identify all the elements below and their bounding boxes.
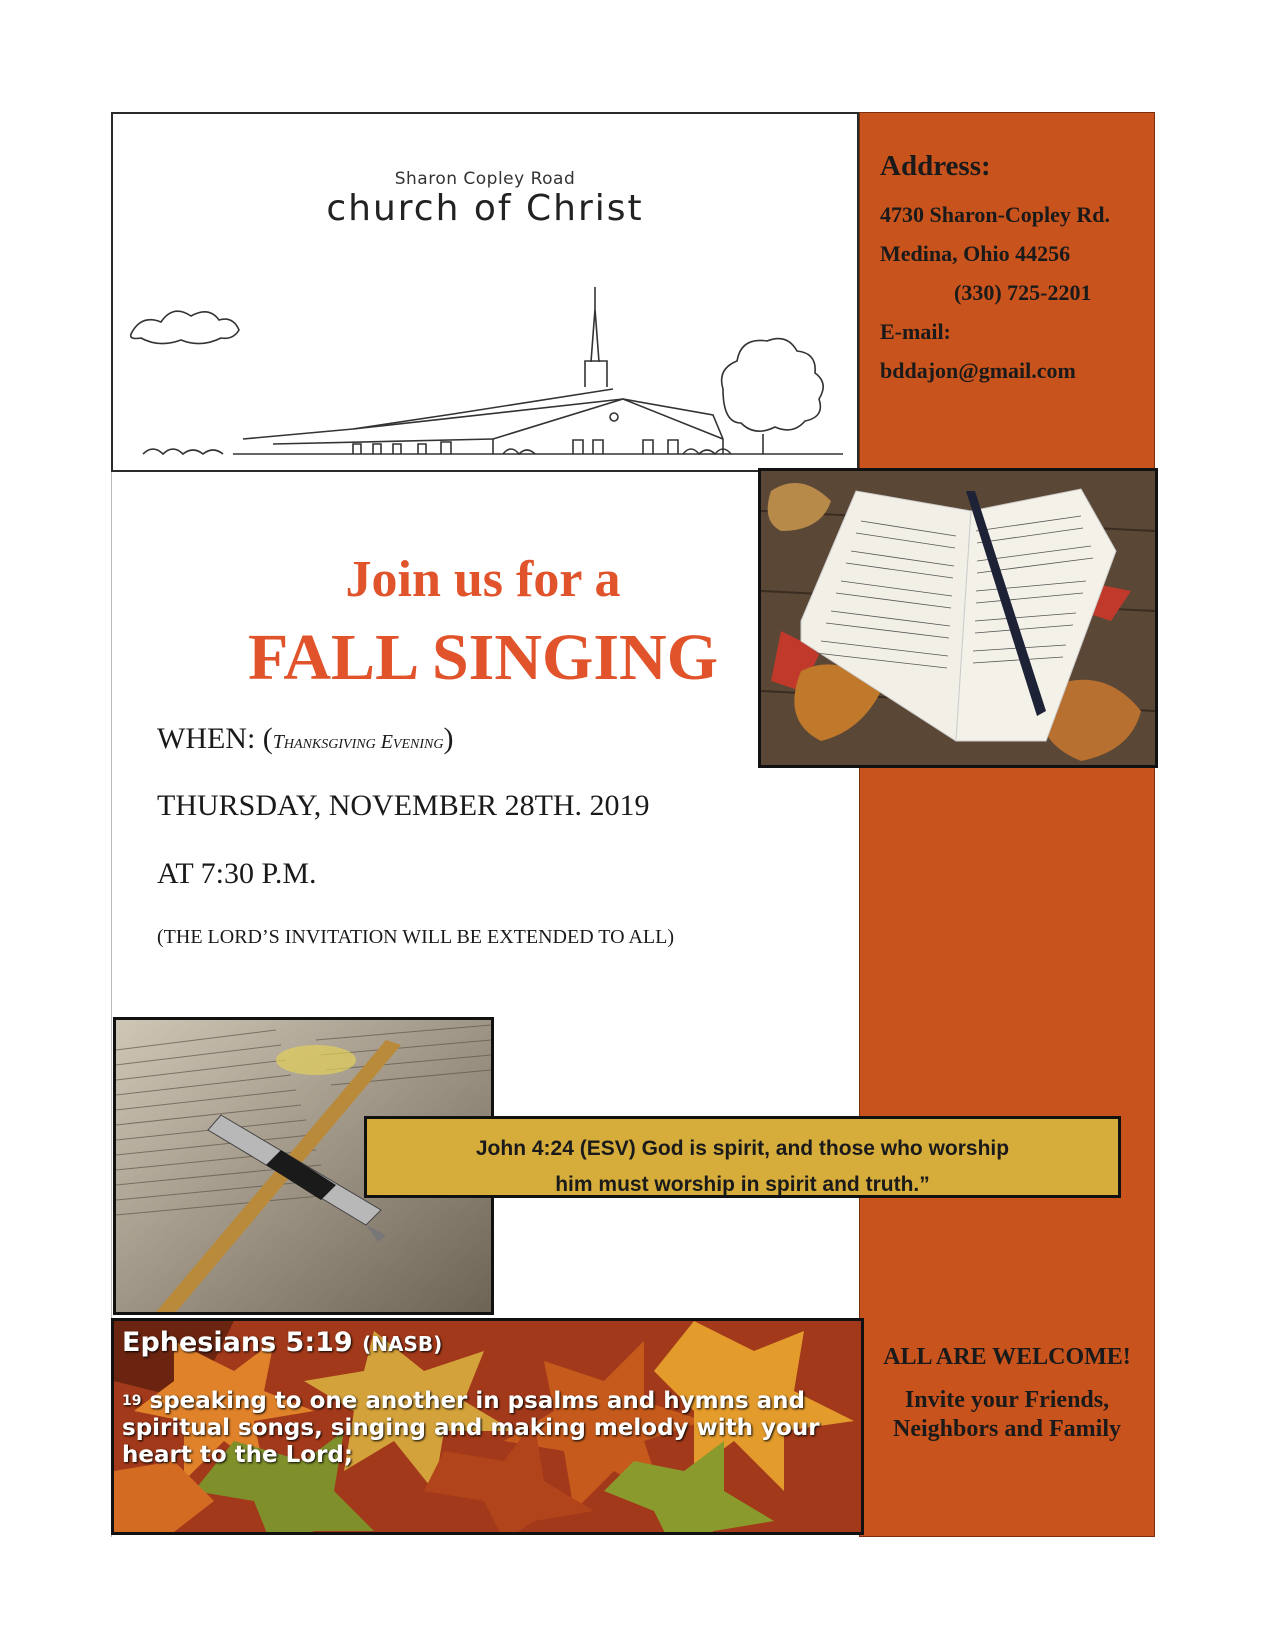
hymnal-illustration <box>761 471 1155 765</box>
ephesians-verse-number: 19 <box>122 1393 142 1409</box>
logo-subtitle: Sharon Copley Road <box>394 169 576 189</box>
event-date: THURSDAY, NOVEMBER 28TH. 2019 <box>157 789 650 822</box>
ephesians-version: (NASB) <box>362 1332 443 1356</box>
event-time: AT 7:30 P.M. <box>157 857 317 890</box>
headline-intro: Join us for a <box>345 551 621 608</box>
welcome-heading: ALL ARE WELCOME! <box>883 1344 1131 1370</box>
address-city: Medina, Ohio 44256 <box>880 241 1071 266</box>
invitation-note: (THE LORD’S INVITATION WILL BE EXTENDED TO ALL) <box>157 926 675 948</box>
address-heading: Address: <box>880 150 991 182</box>
church-building-sketch <box>123 239 843 459</box>
ephesians-verse-box <box>111 1318 864 1535</box>
john-verse-box <box>364 1116 1121 1198</box>
logo-title: church of Christ <box>326 188 644 229</box>
ephesians-reference <box>122 1327 442 1358</box>
headline-event-title: FALL SINGING <box>247 621 719 694</box>
john-verse-line2: him must worship in spirit and truth.” <box>555 1173 930 1196</box>
welcome-invite-text: Invite your Friends, Neighbors and Family <box>892 1387 1122 1442</box>
address-street: 4730 Sharon-Copley Rd. <box>880 202 1111 227</box>
hymnal-photo <box>758 468 1158 768</box>
event-when <box>157 722 453 756</box>
when-close: ) <box>443 722 454 755</box>
ephesians-verse-text: speaking to one another in psalms and hymns and spiritual songs, singing and making melody with your heart to the Lord; <box>122 1388 820 1468</box>
email-address: bddajon@gmail.com <box>880 358 1076 383</box>
ephesians-verse <box>122 1388 857 1469</box>
ephesians-ref-text: Ephesians 5:19 <box>122 1327 353 1358</box>
email-label: E-mail: <box>880 319 951 344</box>
phone-number: (330) 725-2201 <box>954 280 1092 305</box>
when-label: WHEN: ( <box>157 722 273 755</box>
john-verse-line1: John 4:24 (ESV) God is spirit, and those who worship <box>475 1137 1010 1160</box>
church-logo <box>111 112 859 472</box>
when-note: Thanksgiving Evening <box>272 731 444 753</box>
